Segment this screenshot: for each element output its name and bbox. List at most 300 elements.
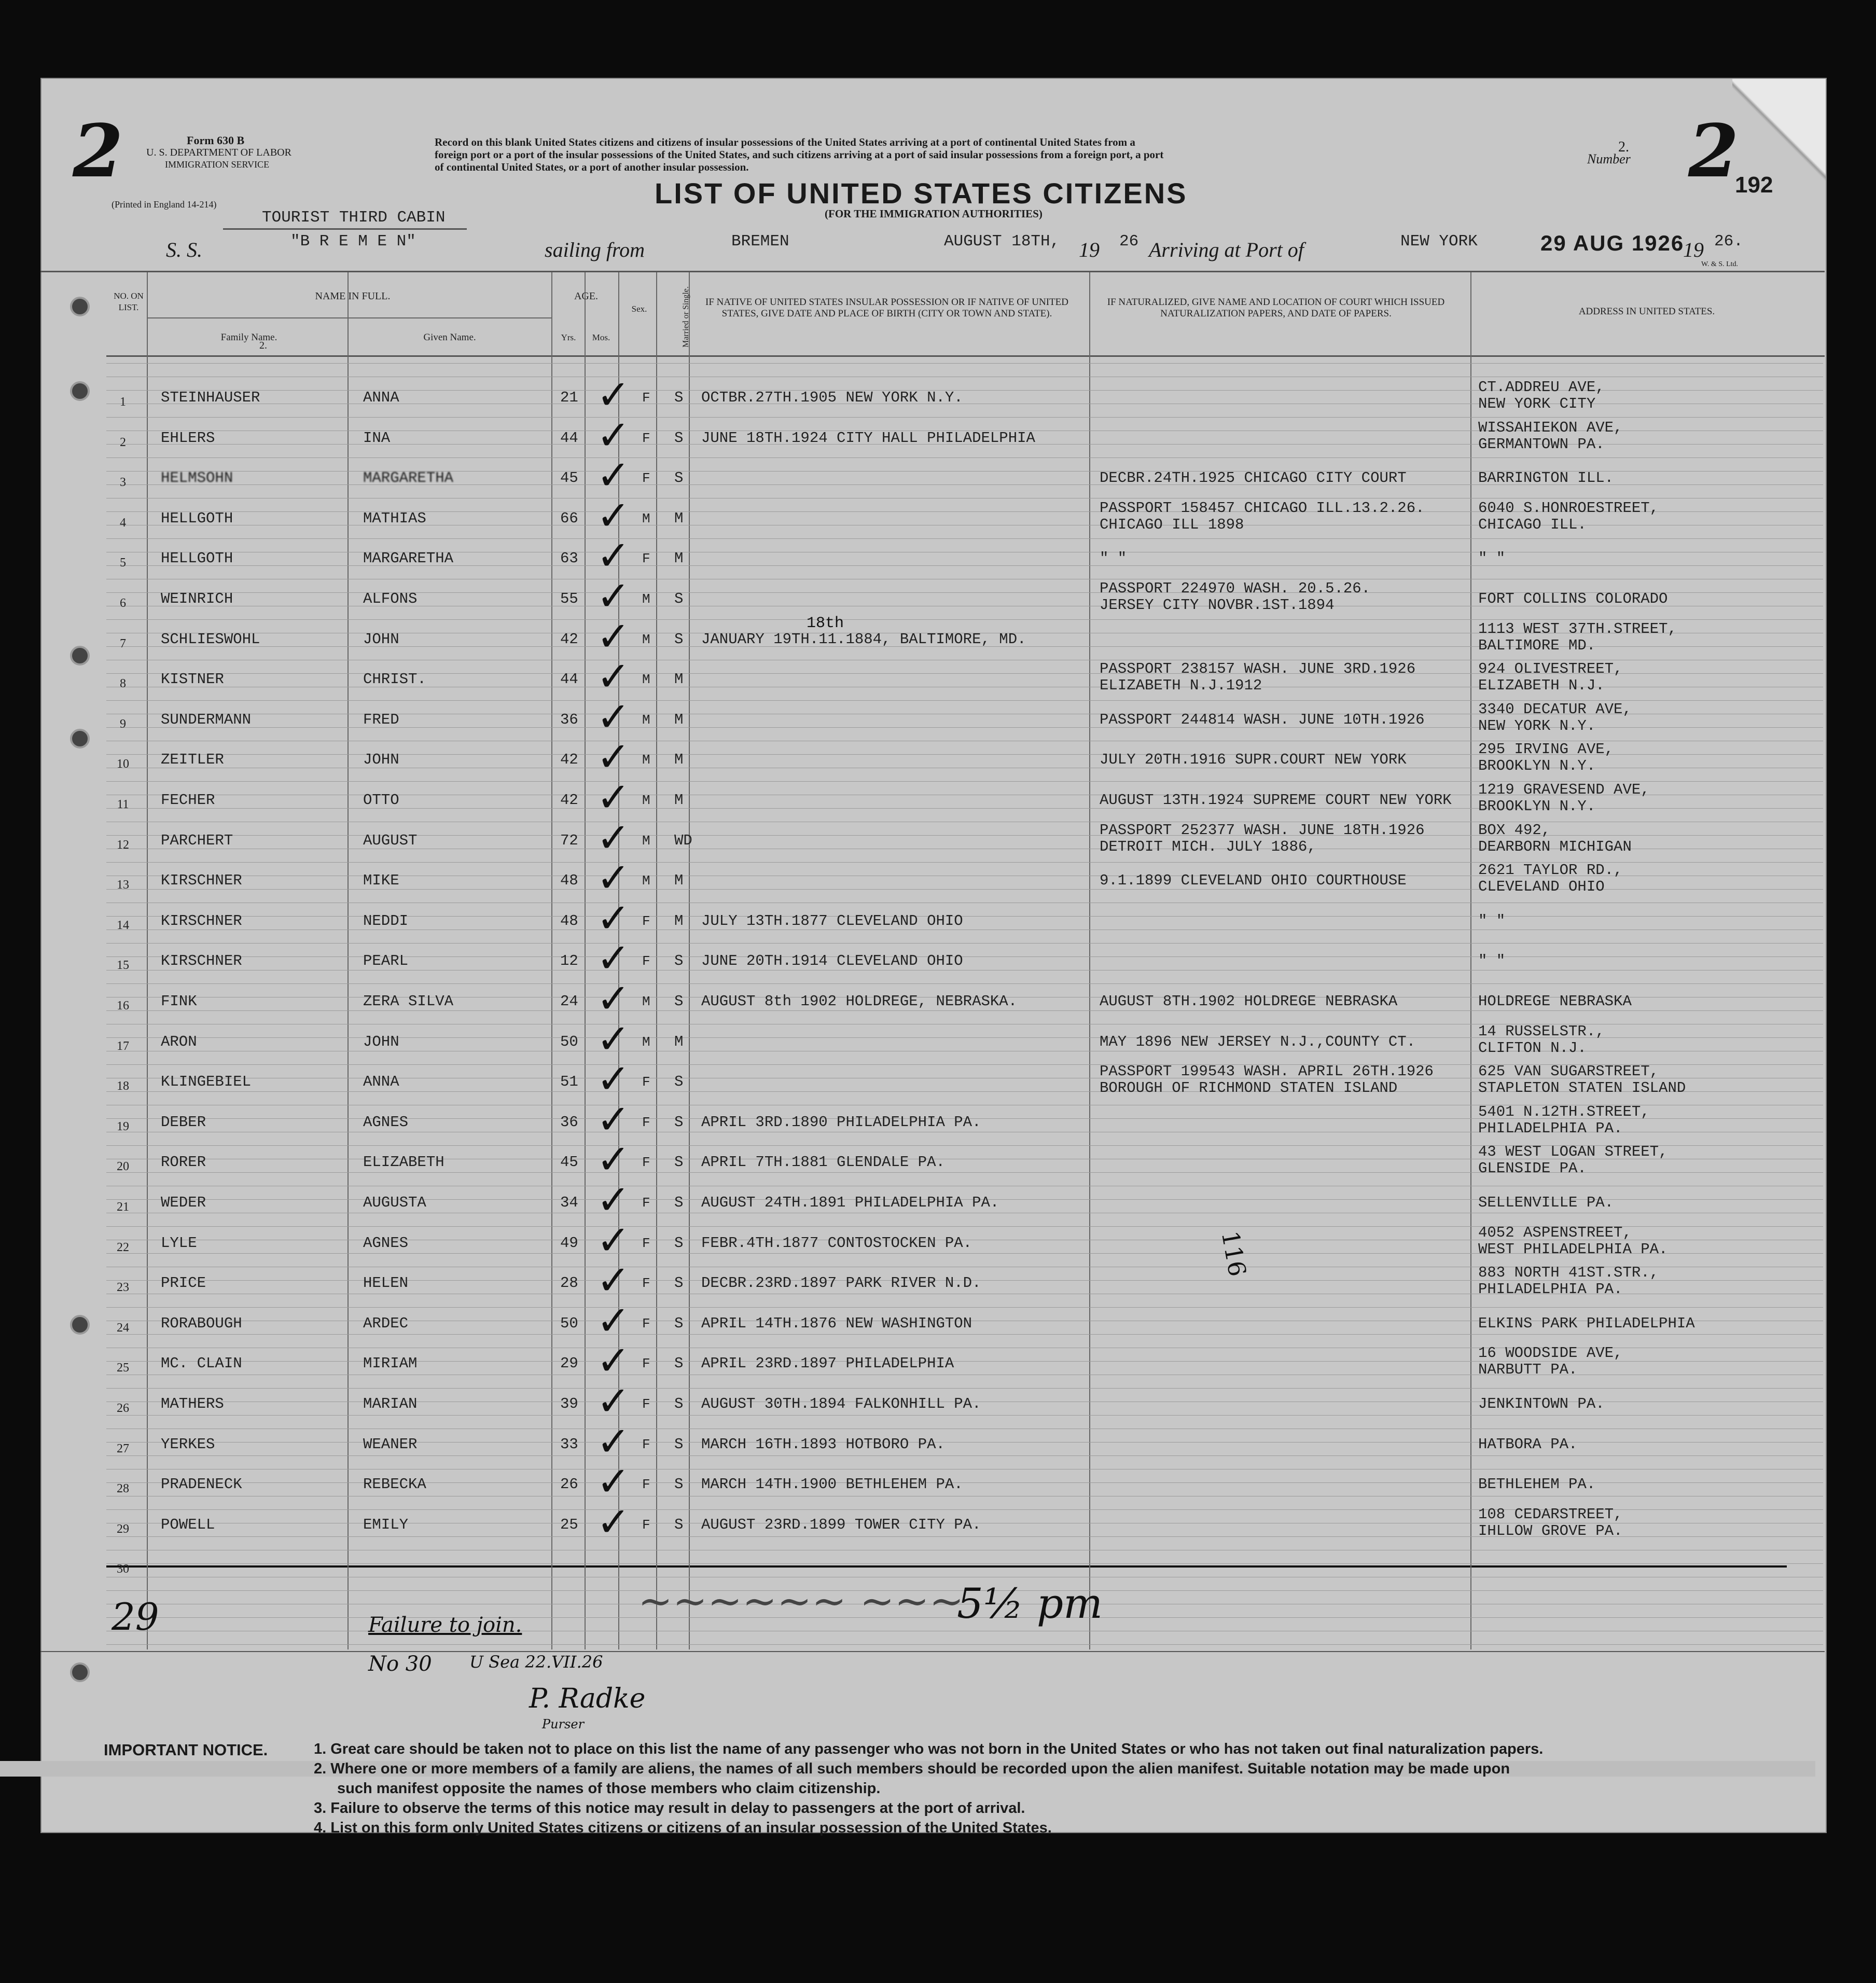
age-years: 25 xyxy=(560,1516,578,1533)
address-line-2: IHLLOW GROVE PA. xyxy=(1478,1522,1623,1540)
family-name: EHLERS xyxy=(161,429,215,447)
scribble-note: ~~~~~~ ~~~ xyxy=(638,1577,964,1625)
age-years: 72 xyxy=(560,831,578,849)
sex: F xyxy=(642,1356,650,1372)
naturalization-line-2: BOROUGH OF RICHMOND STATEN ISLAND xyxy=(1100,1079,1398,1097)
ruled-line xyxy=(106,1334,1823,1335)
address-line-1: 1219 GRAVESEND AVE, xyxy=(1478,781,1650,798)
col-ms-divider xyxy=(689,272,690,1649)
birth-info: APRIL 23RD.1897 PHILADELPHIA xyxy=(701,1355,954,1372)
check-mark-icon: ✓ xyxy=(596,412,631,459)
ruled-line xyxy=(106,1455,1823,1456)
check-mark-icon: ✓ xyxy=(596,895,631,942)
ruled-line xyxy=(106,1563,1823,1564)
check-mark-icon: ✓ xyxy=(596,1257,631,1305)
sex: F xyxy=(642,1074,650,1090)
age-years: 44 xyxy=(560,429,578,447)
marital-status: S xyxy=(674,952,684,970)
sex: M xyxy=(642,631,650,647)
header-married: Married or Single. xyxy=(682,286,690,348)
header-birth: IF NATIVE OF UNITED STATES INSULAR POSSESSION OR IF NATIVE OF UNITED STATES, GIVE DATE AND PLACE OF BIRTH (CITY OR TOWN AND STATE). xyxy=(705,297,1068,319)
sex: M xyxy=(642,672,650,688)
address-line-1: FORT COLLINS COLORADO xyxy=(1478,590,1668,607)
row-number: 5 xyxy=(120,556,126,570)
notice-item-2b: such manifest opposite the names of those members who claim citizenship. xyxy=(337,1780,881,1797)
marital-status: S xyxy=(674,630,684,648)
family-name: PRICE xyxy=(161,1274,206,1292)
marital-status: S xyxy=(674,469,684,487)
marital-status: S xyxy=(674,1476,684,1493)
address-line-2: NARBUTT PA. xyxy=(1478,1361,1578,1379)
address-line-1: 108 CEDARSTREET, xyxy=(1478,1505,1623,1523)
row-number: 13 xyxy=(117,878,129,892)
address-line-1: 14 RUSSELSTR., xyxy=(1478,1022,1605,1040)
birth-info: APRIL 14TH.1876 NEW WASHINGTON xyxy=(701,1314,972,1332)
sex: F xyxy=(642,1195,650,1211)
marital-status: S xyxy=(674,1516,684,1533)
family-name: SCHLIESWOHL xyxy=(161,630,260,648)
ruled-line xyxy=(106,1415,1823,1416)
notice-item-3: 3. Failure to observe the terms of this notice may result in delay to passengers at the port of arrival. xyxy=(314,1800,1025,1816)
year-suffix-1: 26 xyxy=(1119,232,1139,251)
birth-info: JANUARY 19TH.11.1884, BALTIMORE, MD. xyxy=(701,630,1026,648)
punch-hole-4 xyxy=(70,729,90,748)
marital-status: M xyxy=(674,912,684,930)
check-mark-icon: ✓ xyxy=(596,976,631,1022)
age-years: 48 xyxy=(560,912,578,930)
row-number: 29 xyxy=(117,1522,129,1536)
record-text-1: Record on this blank United States citizens and citizens of insular possessions of the United States arriving at a port of continental United States from a xyxy=(435,136,1135,148)
given-name: PEARL xyxy=(363,952,409,970)
check-mark-icon: ✓ xyxy=(596,452,631,500)
address-line-1: 883 NORTH 41ST.STR., xyxy=(1478,1264,1659,1282)
birth-info: AUGUST 24TH.1891 PHILADELPHIA PA. xyxy=(701,1194,999,1211)
age-years: 36 xyxy=(560,711,578,728)
marital-status: M xyxy=(674,711,684,728)
sailing-from-label: sailing from xyxy=(545,238,645,261)
given-name: HELEN xyxy=(363,1274,409,1292)
row-number: 9 xyxy=(120,717,126,731)
family-name: WEINRICH xyxy=(161,590,233,607)
age-years: 49 xyxy=(560,1234,578,1252)
row-number: 21 xyxy=(117,1200,129,1214)
marital-status: S xyxy=(674,590,684,607)
address-line-1: JENKINTOWN PA. xyxy=(1478,1395,1605,1412)
given-name: FRED xyxy=(363,711,399,728)
sex: M xyxy=(642,793,650,808)
address-line-1: 295 IRVING AVE, xyxy=(1478,741,1614,758)
sex: M xyxy=(642,1034,650,1050)
marital-status: S xyxy=(674,1073,684,1091)
birth-info: APRIL 7TH.1881 GLENDALE PA. xyxy=(701,1154,945,1171)
family-name: KIRSCHNER xyxy=(161,872,242,890)
marital-status: M xyxy=(674,751,684,769)
header-family-mark: 2. xyxy=(259,340,267,351)
family-name: HELLGOTH xyxy=(161,509,233,527)
naturalization-line-1: PASSPORT 224970 WASH. 20.5.26. xyxy=(1100,580,1371,597)
check-mark-icon: ✓ xyxy=(596,814,631,862)
ship-name: "B R E M E N" xyxy=(290,232,416,251)
naturalization-line-1: PASSPORT 244814 WASH. JUNE 10TH.1926 xyxy=(1100,711,1425,728)
given-name: ZERA SILVA xyxy=(363,993,454,1010)
family-name: KIRSCHNER xyxy=(161,952,242,970)
birth-info: APRIL 3RD.1890 PHILADELPHIA PA. xyxy=(701,1113,981,1131)
arrival-stamp-date: 29 AUG 1926 xyxy=(1540,231,1685,255)
address-line-1: 4052 ASPENSTREET, xyxy=(1478,1224,1632,1241)
failure-note: Failure to join. xyxy=(368,1613,522,1637)
family-name: KLINGEBIEL xyxy=(161,1073,252,1091)
col-family-divider xyxy=(348,272,349,1649)
table-header-border xyxy=(106,355,1825,357)
address-line-1: 1113 WEST 37TH.STREET, xyxy=(1478,620,1677,637)
row-number: 1 xyxy=(120,395,126,409)
age-years: 63 xyxy=(560,550,578,567)
address-line-1: " " xyxy=(1478,912,1506,930)
row-number: 10 xyxy=(117,757,129,771)
department: U. S. DEPARTMENT OF LABOR xyxy=(146,147,291,158)
birth-info: AUGUST 23RD.1899 TOWER CITY PA. xyxy=(701,1516,981,1533)
failure-number: No 30 xyxy=(368,1652,432,1676)
header-age: AGE. xyxy=(574,290,599,302)
punch-hole-3 xyxy=(70,646,90,665)
header-given: Given Name. xyxy=(423,332,476,343)
corner-number-right: 2 xyxy=(1688,109,1739,194)
ruled-line xyxy=(106,943,1823,944)
cabin-underline xyxy=(223,228,467,230)
address-line-2: ELIZABETH N.J. xyxy=(1478,677,1605,695)
naturalization-line-1: AUGUST 8TH.1902 HOLDREGE NEBRASKA xyxy=(1100,993,1398,1010)
check-mark-icon: ✓ xyxy=(596,1217,631,1264)
sex: F xyxy=(642,1436,650,1452)
naturalization-line-2: ELIZABETH N.J.1912 xyxy=(1100,677,1262,695)
margin-count: 116 xyxy=(1216,1229,1252,1279)
check-mark-icon: ✓ xyxy=(596,1418,631,1465)
family-name: LYLE xyxy=(161,1234,197,1252)
given-name: AGNES xyxy=(363,1113,409,1131)
family-name: MC. CLAIN xyxy=(161,1355,242,1372)
row-number: 24 xyxy=(117,1321,129,1335)
given-name: ALFONS xyxy=(363,590,418,607)
record-text-2: foreign port or a port of the insular possessions of the United States, and such citizens arriving at a port of said insular possessions from a foreign port, a port xyxy=(435,148,1164,161)
age-years: 33 xyxy=(560,1435,578,1453)
given-name: EMILY xyxy=(363,1516,409,1533)
family-name: ARON xyxy=(161,1033,197,1050)
given-name: MATHIAS xyxy=(363,509,426,527)
marital-status: S xyxy=(674,1274,684,1292)
naturalization-line-1: 9.1.1899 CLEVELAND OHIO COURTHOUSE xyxy=(1100,872,1407,890)
address-line-2: GERMANTOWN PA. xyxy=(1478,435,1605,453)
family-name: RORER xyxy=(161,1154,206,1171)
address-line-1: 6040 S.HONROESTREET, xyxy=(1478,499,1659,517)
naturalization-line-2: DETROIT MICH. JULY 1886, xyxy=(1100,838,1316,855)
col-sex-divider xyxy=(656,272,657,1649)
check-mark-icon: ✓ xyxy=(596,573,631,620)
sex: F xyxy=(642,1235,650,1251)
address-line-2: STAPLETON STATEN ISLAND xyxy=(1478,1079,1686,1097)
age-years: 45 xyxy=(560,1154,578,1171)
check-mark-icon: ✓ xyxy=(596,1338,631,1385)
row-number: 17 xyxy=(117,1039,129,1053)
port-to: NEW YORK xyxy=(1400,232,1478,251)
age-years: 45 xyxy=(560,469,578,487)
row-number: 30 xyxy=(117,1562,129,1576)
punch-hole-6 xyxy=(70,1662,90,1682)
footer-top-border xyxy=(40,1651,1825,1652)
birth-info: OCTBR.27TH.1905 NEW YORK N.Y. xyxy=(701,389,963,406)
marital-status: S xyxy=(674,1395,684,1412)
given-name: MIKE xyxy=(363,872,399,890)
marital-status: S xyxy=(674,1234,684,1252)
address-line-1: 43 WEST LOGAN STREET, xyxy=(1478,1143,1668,1161)
sex: F xyxy=(642,1396,650,1412)
sex: F xyxy=(642,390,650,406)
cabin-class: TOURIST THIRD CABIN xyxy=(262,209,446,227)
marital-status: S xyxy=(674,1154,684,1171)
year-prefix-2: 19 xyxy=(1683,238,1704,261)
naturalization-line-2: CHICAGO ILL 1898 xyxy=(1100,516,1244,533)
address-line-2: NEW YORK N.Y. xyxy=(1478,717,1596,734)
sex: M xyxy=(642,712,650,728)
port-from: BREMEN xyxy=(731,232,789,251)
given-name: MARGARETHA xyxy=(363,469,454,487)
naturalization-line-1: PASSPORT 238157 WASH. JUNE 3RD.1926 xyxy=(1100,660,1416,678)
age-years: 51 xyxy=(560,1073,578,1091)
address-line-2: CHICAGO ILL. xyxy=(1478,516,1587,533)
age-years: 42 xyxy=(560,792,578,809)
sex: M xyxy=(642,510,650,526)
row-number: 27 xyxy=(117,1441,129,1455)
age-years: 50 xyxy=(560,1314,578,1332)
header-family: Family Name. xyxy=(220,332,277,343)
printer-mark: W. & S. Ltd. xyxy=(1701,260,1739,268)
check-mark-icon: ✓ xyxy=(596,1499,631,1546)
family-name: PRADENECK xyxy=(161,1476,242,1493)
table-top-border xyxy=(40,271,1825,272)
family-name: FECHER xyxy=(161,792,215,809)
check-mark-icon: ✓ xyxy=(596,613,631,660)
sex: M xyxy=(642,591,650,607)
number-value: 2. xyxy=(1618,139,1629,155)
sex: M xyxy=(642,833,650,849)
address-line-2: BALTIMORE MD. xyxy=(1478,636,1596,654)
given-name: NEDDI xyxy=(363,912,409,930)
birth-correction: 18th xyxy=(807,615,844,632)
birth-info: AUGUST 30TH.1894 FALKONHILL PA. xyxy=(701,1395,981,1412)
ruled-line xyxy=(106,1307,1823,1308)
check-mark-icon: ✓ xyxy=(596,1136,631,1184)
given-name: ELIZABETH xyxy=(363,1154,444,1171)
row-number: 12 xyxy=(117,838,129,852)
col-birth-divider xyxy=(1089,272,1090,1649)
address-line-2: BROOKLYN N.Y. xyxy=(1478,798,1596,815)
family-name: HELLGOTH xyxy=(161,550,233,567)
sex: F xyxy=(642,913,650,929)
age-years: 28 xyxy=(560,1274,578,1292)
col-nat-divider xyxy=(1470,272,1471,1649)
row-number: 19 xyxy=(117,1119,129,1133)
ruled-line xyxy=(106,363,1823,364)
family-name: YERKES xyxy=(161,1435,215,1453)
age-years: 48 xyxy=(560,872,578,890)
sex: M xyxy=(642,752,650,768)
marital-status: M xyxy=(674,1033,684,1050)
address-line-1: BARRINGTON ILL. xyxy=(1478,469,1614,487)
family-name: SUNDERMANN xyxy=(161,711,252,728)
sex: F xyxy=(642,1114,650,1130)
purser-label: Purser xyxy=(542,1717,585,1731)
row-number: 26 xyxy=(117,1402,129,1415)
ruled-line xyxy=(106,1388,1823,1389)
printed-note: (Printed in England 14-214) xyxy=(112,199,217,210)
family-name: PARCHERT xyxy=(161,831,233,849)
family-name: HELMSOHN xyxy=(161,469,233,487)
header-sex: Sex. xyxy=(631,304,647,314)
given-name: JOHN xyxy=(363,1033,399,1050)
table-bottom-rule xyxy=(106,1565,1787,1568)
col-yrs-divider xyxy=(585,272,586,1649)
marital-status: S xyxy=(674,1314,684,1332)
age-years: 12 xyxy=(560,952,578,970)
address-line-1: 924 OLIVESTREET, xyxy=(1478,660,1623,678)
row-number: 25 xyxy=(117,1361,129,1375)
address-line-1: " " xyxy=(1478,952,1506,970)
address-line-1: ELKINS PARK PHILADELPHIA xyxy=(1478,1314,1695,1332)
address-line-1: SELLENVILLE PA. xyxy=(1478,1194,1614,1211)
check-mark-icon: ✓ xyxy=(596,1056,631,1103)
naturalization-line-2: JERSEY CITY NOVBR.1ST.1894 xyxy=(1100,597,1335,614)
check-mark-icon: ✓ xyxy=(596,1177,631,1224)
family-name: KIRSCHNER xyxy=(161,912,242,930)
header-naturalized: IF NATURALIZED, GIVE NAME AND LOCATION OF COURT WHICH ISSUED NATURALIZATION PAPERS, AND DATE OF PAPERS. xyxy=(1107,297,1445,319)
naturalization-line-1: PASSPORT 158457 CHICAGO ILL.13.2.26. xyxy=(1100,499,1425,517)
marital-status: S xyxy=(674,389,684,406)
address-line-2: PHILADELPHIA PA. xyxy=(1478,1281,1623,1298)
sex: F xyxy=(642,1315,650,1332)
birth-info: JULY 13TH.1877 CLEVELAND OHIO xyxy=(701,912,963,930)
row-number: 18 xyxy=(117,1079,129,1093)
address-line-1: " " xyxy=(1478,550,1506,567)
address-line-1: 16 WOODSIDE AVE, xyxy=(1478,1344,1623,1362)
family-name: KISTNER xyxy=(161,671,224,688)
age-years: 29 xyxy=(560,1355,578,1372)
naturalization-line-1: JULY 20TH.1916 SUPR.COURT NEW YORK xyxy=(1100,751,1407,769)
ruled-line xyxy=(106,417,1823,418)
given-name: AGNES xyxy=(363,1234,409,1252)
marital-status: M xyxy=(674,509,684,527)
age-years: 42 xyxy=(560,630,578,648)
address-line-2: WEST PHILADELPHIA PA. xyxy=(1478,1240,1668,1258)
year-suffix-2: 26. xyxy=(1714,232,1743,251)
row-number: 7 xyxy=(120,636,126,650)
row-number: 2 xyxy=(120,435,126,449)
notice-item-4: 4. List on this form only United States citizens or citizens of an insular possession of the United States. xyxy=(314,1820,1052,1836)
arriving-label: Arriving at Port of xyxy=(1149,238,1304,261)
ruled-line xyxy=(106,538,1823,539)
family-name: MATHERS xyxy=(161,1395,224,1412)
address-line-1: 2621 TAYLOR RD., xyxy=(1478,862,1623,879)
address-line-1: WISSAHIEKON AVE, xyxy=(1478,419,1623,436)
header-no: NO. ON LIST. xyxy=(114,291,144,312)
sex: F xyxy=(642,470,650,487)
col-given-divider xyxy=(551,272,552,1649)
given-name: CHRIST. xyxy=(363,671,426,688)
family-name: RORABOUGH xyxy=(161,1314,242,1332)
address-line-1: HOLDREGE NEBRASKA xyxy=(1478,993,1632,1010)
birth-info: MARCH 14TH.1900 BETHLEHEM PA. xyxy=(701,1476,963,1493)
row-number: 4 xyxy=(120,516,126,530)
check-mark-icon: ✓ xyxy=(596,1459,631,1506)
address-line-1: 3340 DECATUR AVE, xyxy=(1478,700,1632,718)
address-line-1: 625 VAN SUGARSTREET, xyxy=(1478,1063,1659,1080)
birth-info: MARCH 16TH.1893 HOTBORO PA. xyxy=(701,1435,945,1453)
marital-status: M xyxy=(674,671,684,688)
row-number: 16 xyxy=(117,999,129,1013)
marital-status: M xyxy=(674,550,684,567)
given-name: ANNA xyxy=(363,389,399,406)
sex: F xyxy=(642,953,650,969)
given-name: JOHN xyxy=(363,630,399,648)
header-mos: Mos. xyxy=(592,332,610,342)
given-name: INA xyxy=(363,429,391,447)
age-years: 55 xyxy=(560,590,578,607)
family-name: WEDER xyxy=(161,1194,206,1211)
address-line-2: CLIFTON N.J. xyxy=(1478,1039,1587,1057)
birth-info: JUNE 20TH.1914 CLEVELAND OHIO xyxy=(701,952,963,970)
check-mark-icon: ✓ xyxy=(596,1096,631,1143)
age-years: 50 xyxy=(560,1033,578,1050)
birth-info: JUNE 18TH.1924 CITY HALL PHILADELPHIA xyxy=(701,429,1035,447)
address-line-1: CT.ADDREU AVE, xyxy=(1478,379,1605,396)
address-line-1: BOX 492, xyxy=(1478,821,1551,839)
sex: F xyxy=(642,551,650,567)
row-number: 14 xyxy=(117,918,129,932)
marital-status: WD xyxy=(674,831,692,849)
sex: F xyxy=(642,430,650,446)
check-mark-icon: ✓ xyxy=(596,1378,631,1425)
form-title: LIST OF UNITED STATES CITIZENS xyxy=(655,177,1188,210)
marital-status: S xyxy=(674,1435,684,1453)
notice-heading: IMPORTANT NOTICE. xyxy=(104,1741,268,1759)
given-name: OTTO xyxy=(363,792,399,809)
number-label: Number xyxy=(1587,151,1631,167)
stamp-number: 192 xyxy=(1735,172,1773,198)
address-line-1: 5401 N.12TH.STREET, xyxy=(1478,1103,1650,1120)
address-line-2: DEARBORN MICHIGAN xyxy=(1478,838,1632,855)
header-address: ADDRESS IN UNITED STATES. xyxy=(1578,306,1715,317)
date-sailed: AUGUST 18TH, xyxy=(944,232,1060,251)
address-line-1: BETHLEHEM PA. xyxy=(1478,1476,1596,1493)
ruled-line xyxy=(106,983,1823,984)
check-mark-icon: ✓ xyxy=(596,1016,631,1063)
address-line-2: PHILADELPHIA PA. xyxy=(1478,1119,1623,1137)
notice-item-2a: 2. Where one or more members of a family are aliens, the names of all such members should be recorded upon the alien manifest. Suitable notation may be made upon xyxy=(314,1760,1510,1777)
header-name: NAME IN FULL. xyxy=(315,290,391,302)
row-number: 23 xyxy=(117,1281,129,1295)
total-count: 29 xyxy=(112,1595,159,1639)
notice-item-1: 1. Great care should be taken not to place on this list the name of any passenger who was not born in the United States or who has not taken out final naturalization papers. xyxy=(314,1741,1544,1757)
row-number: 20 xyxy=(117,1160,129,1174)
sex: F xyxy=(642,1275,650,1292)
check-mark-icon: ✓ xyxy=(596,1297,631,1344)
naturalization-line-1: PASSPORT 199543 WASH. APRIL 26TH.1926 xyxy=(1100,1063,1434,1080)
age-years: 36 xyxy=(560,1113,578,1131)
sex: F xyxy=(642,1155,650,1171)
form-id: Form 630 B xyxy=(187,134,245,147)
given-name: ANNA xyxy=(363,1073,399,1091)
birth-info: DECBR.23RD.1897 PARK RIVER N.D. xyxy=(701,1274,981,1292)
family-name: POWELL xyxy=(161,1516,215,1533)
check-mark-icon: ✓ xyxy=(596,372,631,419)
